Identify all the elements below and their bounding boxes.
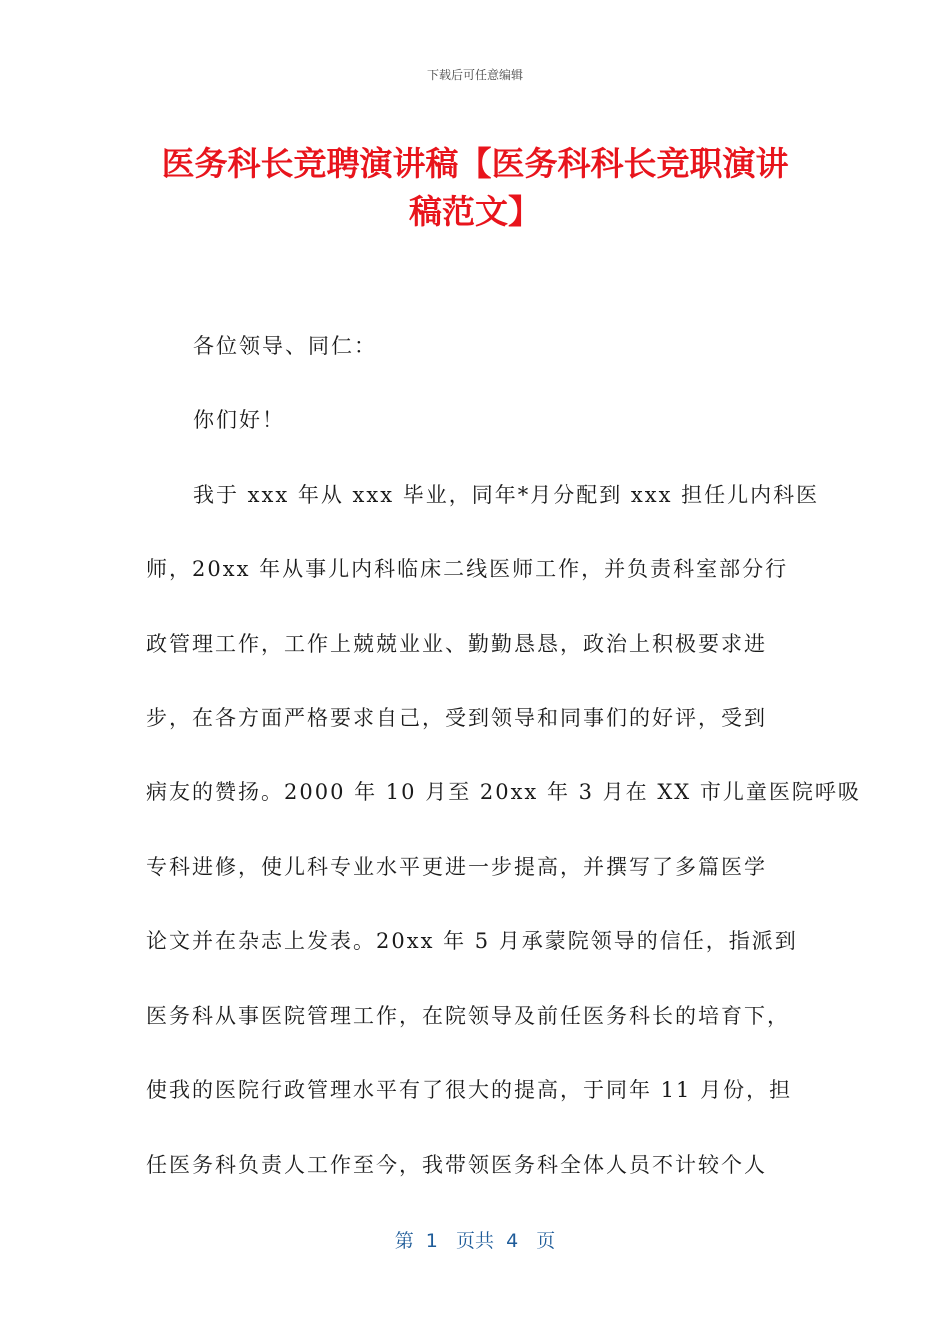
page-header-note: 下载后可任意编辑 [426, 68, 523, 82]
title-line-2: 稿范文】 [409, 192, 541, 231]
paragraph-line: 使我的医院行政管理水平有了很大的提高，于同年 11 月份，担 [146, 1078, 793, 1102]
paragraph-line: 任医务科负责人工作至今，我带领医务科全体人员不计较个人 [146, 1153, 767, 1177]
paragraph-line: 政管理工作，工作上兢兢业业、勤勤恳恳，政治上积极要求进 [146, 632, 767, 656]
document-title [130, 140, 820, 236]
paragraph-line: 论文并在杂志上发表。20xx 年 5 月承蒙院领导的信任，指派到 [146, 929, 798, 953]
paragraph-line: 我于 xxx 年从 xxx 毕业，同年*月分配到 xxx 担任儿内科医 [193, 483, 820, 507]
title-line-1: 医务科长竞聘演讲稿【医务科科长竞职演讲 [161, 144, 789, 183]
salutation-line: 各位领导、同仁： [193, 334, 377, 358]
paragraph-line: 步，在各方面严格要求自己，受到领导和同事们的好评，受到 [146, 706, 767, 730]
paragraph-line: 病友的赞扬。2000 年 10 月至 20xx 年 3 月在 XX 市儿童医院呼吸 [146, 780, 861, 804]
paragraph-line: 师，20xx 年从事儿内科临床二线医师工作，并负责科室部分行 [146, 557, 789, 581]
paragraph-line: 医务科从事医院管理工作，在院领导及前任医务科长的培育下， [146, 1004, 790, 1028]
page-number-footer: 第 1 页共 4 页 [394, 1230, 556, 1252]
paragraph-line: 专科进修，使儿科专业水平更进一步提高，并撰写了多篇医学 [146, 855, 767, 879]
greeting-line: 你们好！ [193, 408, 285, 432]
